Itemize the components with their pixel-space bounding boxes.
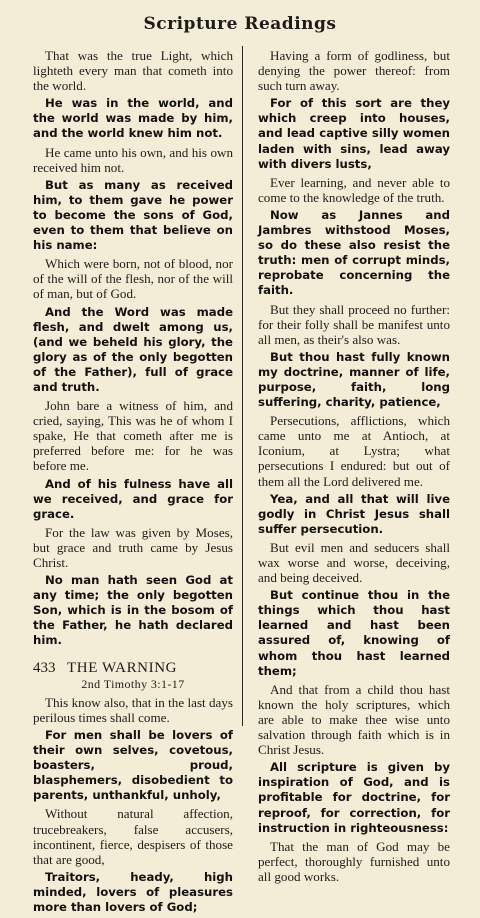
verse-paragraph: But continue thou in the things which thou hast learned and hast been assured of, knowing of whom thou hast learned them; — [258, 588, 450, 678]
verse-paragraph: For the law was given by Moses, but grace and truth came by Jesus Christ. — [33, 524, 233, 570]
verse-paragraph: Having a form of godliness, but denying the power thereof: from such turn away. — [258, 48, 450, 94]
right-paragraphs — [258, 48, 450, 884]
verse-paragraph: That the man of God may be perfect, thoroughly furnished unto all good works. — [258, 838, 450, 884]
verse-paragraph: But as many as received him, to them gave he power to become the sons of God, even to them that believe on his name: — [33, 177, 233, 253]
verse-paragraph: And the Word was made flesh, and dwelt among us, (and we beheld his glory, the glory as of the only begotten of the Father), full of grace and truth. — [33, 304, 233, 394]
verse-paragraph: But evil men and seducers shall wax worse and worse, deceiving, and being deceived. — [258, 539, 450, 586]
verse-paragraph: Which were born, not of blood, nor of the will of the flesh, nor of the will of man, but of God. — [33, 256, 233, 302]
verse-paragraph: But thou hast fully known my doctrine, manner of life, purpose, faith, long suffering, charity, patience, — [258, 349, 450, 410]
reading-number: 433 — [33, 659, 56, 676]
reading-paragraphs — [33, 695, 233, 915]
verse-paragraph: Persecutions, afflictions, which came unto me at Antioch, at Iconium, at Lystra; what persecutions I endured: but out of them all the Lord delivered me. — [258, 413, 450, 489]
verse-paragraph: For men shall be lovers of their own selves, covetous, boasters, proud, blasphemers, disobedient to parents, unthankful, unholy, — [33, 727, 233, 803]
reading-title: THE WARNING — [67, 659, 178, 676]
verse-paragraph: But they shall proceed no further: for their folly shall be manifest unto all men, as their's also was. — [258, 301, 450, 347]
verse-paragraph: This know also, that in the last days perilous times shall come. — [33, 694, 233, 725]
verse-paragraph: And of his fulness have all we received, and grace for grace. — [33, 476, 233, 521]
verse-paragraph: Yea, and all that will live godly in Christ Jesus shall suffer persecution. — [258, 491, 450, 536]
verse-paragraph: All scripture is given by inspiration of God, and is profitable for doctrine, for reproof, for correction, for instruction in righteousness: — [258, 760, 450, 835]
right-column — [258, 48, 450, 887]
left-column — [33, 48, 233, 918]
verse-paragraph: Now as Jannes and Jambres withstood Moses, so do these also resist the truth: men of corrupt minds, reprobate concerning the faith. — [258, 207, 450, 298]
verse-paragraph: He came unto his own, and his own received him not. — [33, 144, 233, 175]
left-paragraphs — [33, 48, 233, 649]
verse-paragraph: Traitors, heady, high minded, lovers of pleasures more than lovers of God; — [33, 869, 233, 914]
verse-paragraph: And that from a child thou hast known the holy scriptures, which are able to make thee wise unto salvation through faith which is in Christ Jesus. — [258, 681, 450, 758]
reading-reference: 2nd Timothy 3:1-17 — [81, 676, 185, 691]
verse-paragraph: John bare a witness of him, and cried, saying, This was he of whom I spake, He that cometh after me is preferred before me: for he was before me. — [33, 398, 233, 474]
verse-paragraph: For of this sort are they which creep into houses, and lead captive silly women laden with sins, lead away with divers lusts, — [258, 96, 450, 171]
verse-paragraph: He was in the world, and the world was made by him, and the world knew him not. — [33, 96, 233, 141]
verse-paragraph: Without natural affection, trucebreakers, false accusers, incontinent, fierce, despisers of those that are good, — [33, 806, 233, 867]
column-divider — [242, 46, 243, 726]
verse-paragraph: No man hath seen God at any time; the only begotten Son, which is in the bosom of the Father, he hath declared him. — [33, 573, 233, 648]
page-header: Scripture Readings — [143, 14, 337, 34]
verse-paragraph: Ever learning, and never able to come to the knowledge of the truth. — [258, 174, 450, 205]
verse-paragraph: That was the true Light, which lighteth every man that cometh into the world. — [33, 48, 233, 94]
reading-heading — [33, 661, 233, 676]
